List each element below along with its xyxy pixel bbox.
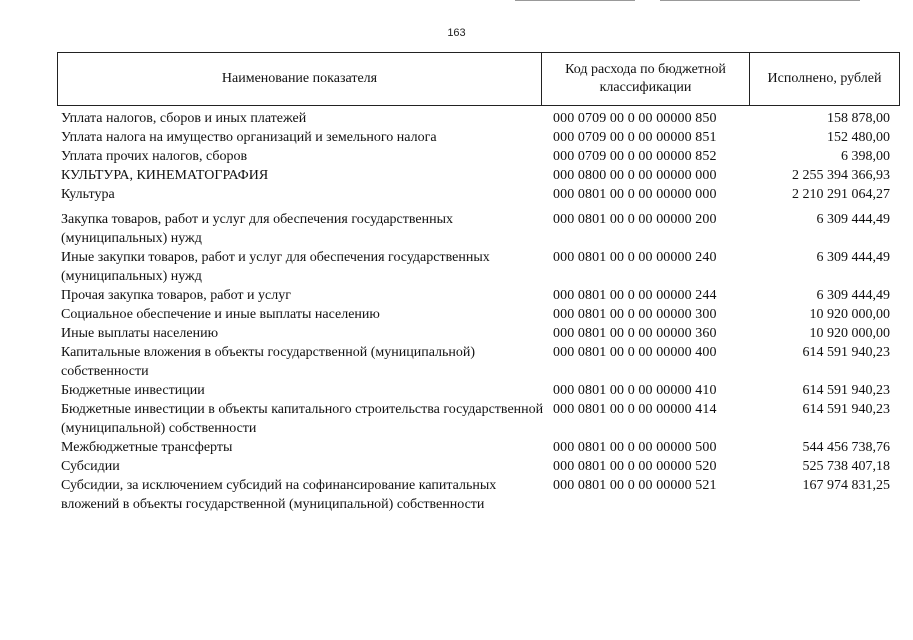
row-amount: 152 480,00 <box>827 130 890 145</box>
row-name: Иные закупки товаров, работ и услуг для обеспечения государственных (муниципальных) нужд <box>61 250 490 284</box>
row-code: 000 0709 00 0 00 00000 851 <box>553 130 717 145</box>
row-code: 000 0801 00 0 00 00000 000 <box>553 187 717 202</box>
row-code: 000 0801 00 0 00 00000 244 <box>553 288 717 303</box>
table-row <box>57 166 900 185</box>
row-code: 000 0801 00 0 00 00000 300 <box>553 307 717 322</box>
row-name: Межбюджетные трансферты <box>61 440 233 455</box>
column-header-amount: Исполнено, рублей <box>767 71 882 86</box>
table-header <box>57 52 900 106</box>
row-name: Уплата налогов, сборов и иных платежей <box>61 111 307 126</box>
column-header-code: Код расхода по бюджетной классификации <box>542 53 750 105</box>
row-amount: 614 591 940,23 <box>802 345 890 360</box>
row-code: 000 0800 00 0 00 00000 000 <box>553 168 717 183</box>
row-name: Капитальные вложения в объекты государственной (муниципальной) собственности <box>61 345 476 379</box>
row-code: 000 0801 00 0 00 00000 414 <box>553 402 717 417</box>
table-row <box>57 109 900 128</box>
table-row <box>57 438 900 457</box>
row-amount: 158 878,00 <box>827 111 890 126</box>
row-name: Культура <box>61 187 115 202</box>
column-header-name: Наименование показателя <box>58 53 542 105</box>
table-row <box>57 400 900 438</box>
row-amount: 6 398,00 <box>841 149 890 164</box>
table-row <box>57 476 900 514</box>
row-amount: 10 920 000,00 <box>809 307 890 322</box>
row-code: 000 0709 00 0 00 00000 852 <box>553 149 717 164</box>
row-name: Социальное обеспечение и иные выплаты населению <box>61 307 380 322</box>
table-row <box>57 305 900 324</box>
row-code: 000 0801 00 0 00 00000 360 <box>553 326 717 341</box>
row-code: 000 0801 00 0 00 00000 240 <box>553 250 717 265</box>
row-amount: 6 309 444,49 <box>816 212 890 227</box>
table-row <box>57 147 900 166</box>
row-amount: 10 920 000,00 <box>809 326 890 341</box>
row-name: Бюджетные инвестиции в объекты капитального строительства государственной (муниципальной) собственности <box>61 402 544 436</box>
row-amount: 6 309 444,49 <box>816 288 890 303</box>
scan-artifact-line <box>660 0 860 1</box>
row-amount: 525 738 407,18 <box>802 459 890 474</box>
row-code: 000 0801 00 0 00 00000 520 <box>553 459 717 474</box>
row-name: Уплата налога на имущество организаций и земельного налога <box>61 130 437 145</box>
row-amount: 614 591 940,23 <box>802 383 890 398</box>
table-row <box>57 128 900 147</box>
row-name: Закупка товаров, работ и услуг для обеспечения государственных (муниципальных) нужд <box>61 212 454 246</box>
row-name: Прочая закупка товаров, работ и услуг <box>61 288 291 303</box>
row-code: 000 0801 00 0 00 00000 400 <box>553 345 717 360</box>
budget-table <box>57 52 900 514</box>
table-row <box>57 185 900 204</box>
row-code: 000 0709 00 0 00 00000 850 <box>553 111 717 126</box>
row-name: Уплата прочих налогов, сборов <box>61 149 248 164</box>
table-row <box>57 248 900 286</box>
row-amount: 544 456 738,76 <box>802 440 890 455</box>
row-code: 000 0801 00 0 00 00000 500 <box>553 440 717 455</box>
row-name: Субсидии <box>61 459 120 474</box>
row-code: 000 0801 00 0 00 00000 521 <box>553 478 717 493</box>
row-code: 000 0801 00 0 00 00000 200 <box>553 212 717 227</box>
table-row <box>57 457 900 476</box>
row-amount: 2 210 291 064,27 <box>792 187 890 202</box>
row-code: 000 0801 00 0 00 00000 410 <box>553 383 717 398</box>
row-name: КУЛЬТУРА, КИНЕМАТОГРАФИЯ <box>61 168 269 183</box>
table-row <box>57 343 900 381</box>
row-amount: 6 309 444,49 <box>816 250 890 265</box>
row-amount: 167 974 831,25 <box>802 478 890 493</box>
table-body <box>57 109 900 514</box>
row-amount: 2 255 394 366,93 <box>792 168 890 183</box>
table-row <box>57 324 900 343</box>
row-name: Иные выплаты населению <box>61 326 219 341</box>
page-number: 163 <box>447 27 466 39</box>
table-row <box>57 286 900 305</box>
row-name: Бюджетные инвестиции <box>61 383 205 398</box>
row-amount: 614 591 940,23 <box>802 402 890 417</box>
scan-artifact-line <box>515 0 635 1</box>
row-name: Субсидии, за исключением субсидий на софинансирование капитальных вложений в объекты государственной (муниципальной) собственности <box>61 478 497 512</box>
table-row <box>57 210 900 248</box>
table-row <box>57 381 900 400</box>
